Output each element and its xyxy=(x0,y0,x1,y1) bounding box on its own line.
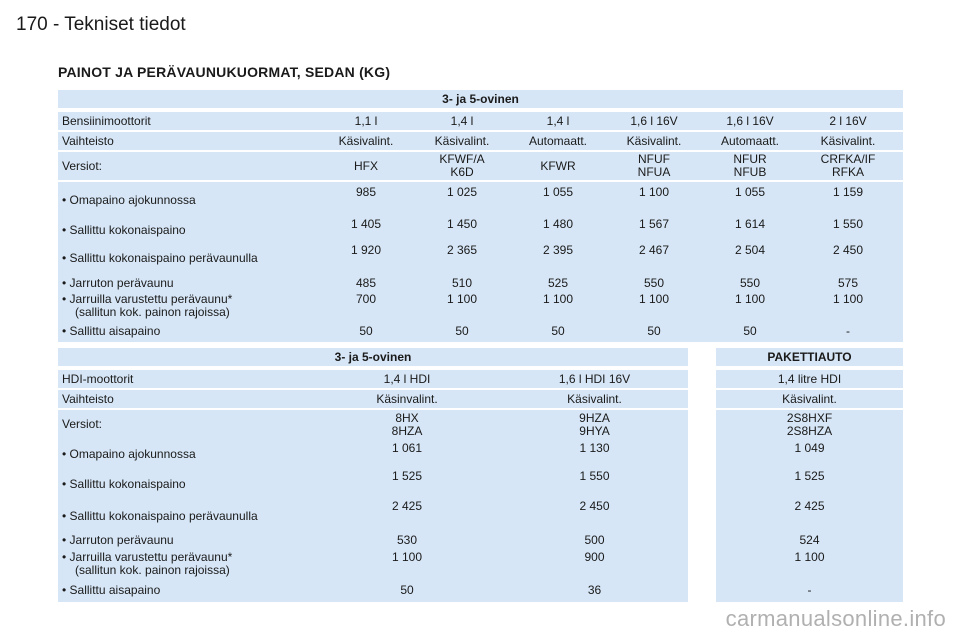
row-label: • Jarruton perävaunu xyxy=(62,276,174,290)
table-band-right: PAKETTIAUTO xyxy=(716,348,903,366)
row-label: Versiot: xyxy=(62,417,103,431)
table-row: Vaihteisto Käsinvalint. Käsivalint. Käsivalint. xyxy=(58,390,903,408)
row-label: • Omapaino ajokunnossa xyxy=(62,193,196,207)
weights-block: Versiot: 8HX 8HZA 9HZA 9HYA 2S8HXF 2S8HZA • Omapaino ajokunnossa 1 061 1 130 1 049 • Sallittu kokonaispaino 1 525 1 550 1 525 • Sallittu kokonaispaino perävaunulla 2 425 2 450 2 425 • Jarruton perävaunu 530 500 524 • Jarruilla varustettu perävaunu* (sallitun kok. painon rajoissa) 1 100 900 1 100 • Sallittu aisapaino 50 36 - xyxy=(58,410,903,602)
row-label: • Sallittu kokonaispaino perävaunulla xyxy=(62,251,258,265)
row-label: • Sallittu aisapaino xyxy=(62,583,161,597)
row-label: • Sallittu kokonaispaino xyxy=(62,477,186,491)
row-label: • Sallittu kokonaispaino perävaunulla xyxy=(62,509,258,523)
watermark: carmanualsonline.info xyxy=(725,606,946,631)
weights-block: • Omapaino ajokunnossa 985 1 025 1 055 1 100 1 055 1 159 • Sallittu kokonaispaino 1 405 1 450 1 480 1 567 1 614 1 550 • Sallittu kokonaispaino perävaunulla 1 920 2 365 2 395 2 467 2 504 2 450 • Jarruton perävaunu 485 510 525 550 550 575 • Jarruilla varustettu perävaunu* (sallitun kok. painon rajoissa) 700 1 100 1 100 1 100 1 100 1 100 • Sallittu aisapaino 50 50 50 50 50 - xyxy=(58,182,903,342)
table-row: Bensiinimoottorit 1,1 l 1,4 l 1,4 l 1,6 l 16V 1,6 l 16V 2 l 16V xyxy=(58,112,903,130)
weights-table-petrol xyxy=(58,90,903,344)
table-band: 3- ja 5-ovinen xyxy=(58,90,903,108)
row-label: • Sallittu kokonaispaino xyxy=(62,223,186,237)
row-label: • Jarruilla varustettu perävaunu* xyxy=(62,550,233,564)
row-sublabel: (sallitun kok. painon rajoissa) xyxy=(75,305,230,319)
row-label: • Jarruton perävaunu xyxy=(62,533,174,547)
section-title: PAINOT JA PERÄVAUNUKUORMAT, SEDAN (KG) xyxy=(58,64,391,80)
row-label: • Omapaino ajokunnossa xyxy=(62,447,196,461)
table-row: HDI-moottorit 1,4 l HDI 1,6 l HDI 16V 1,4 litre HDI xyxy=(58,370,903,388)
table-band-left: 3- ja 5-ovinen xyxy=(58,348,688,366)
row-label: • Sallittu aisapaino xyxy=(62,324,161,338)
table-row: Vaihteisto Käsivalint. Käsivalint. Automaatt. Käsivalint. Automaatt. Käsivalint. xyxy=(58,132,903,150)
table-row: Versiot: HFX KFWF/A K6D KFWR NFUF NFUA NFUR NFUB CRFKA/IF RFKA xyxy=(58,152,903,180)
weights-table-diesel xyxy=(58,348,903,603)
row-sublabel: (sallitun kok. painon rajoissa) xyxy=(75,563,230,577)
page-header: 170 - Tekniset tiedot xyxy=(16,14,186,35)
row-label: • Jarruilla varustettu perävaunu* xyxy=(62,292,233,306)
